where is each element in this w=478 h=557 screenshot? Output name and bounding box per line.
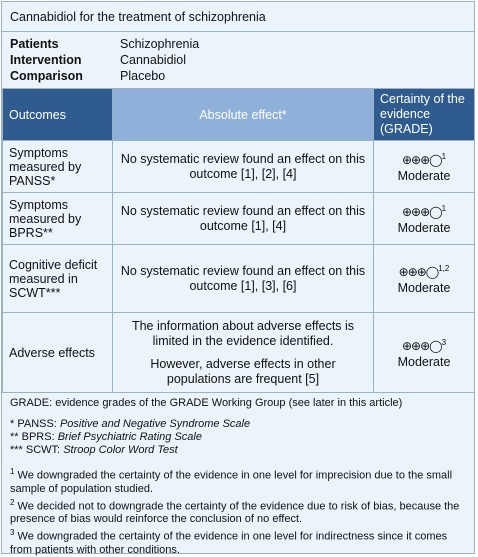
effect-text: However, adverse effects in other populations are frequent [5] — [150, 356, 336, 386]
footnote-ref: 1,2 — [438, 264, 450, 274]
certainty-rating-icon: ⊕⊕⊕◯ — [401, 205, 442, 220]
outcome-cell: Cognitive deficit measured in SCWT*** — [3, 245, 113, 313]
summary-of-findings-card — [1, 1, 475, 554]
outcome-cell: Symptoms measured by PANSS* — [3, 141, 113, 193]
pico-value: Schizophrenia — [120, 37, 200, 51]
effect-cell: No systematic review found an effect on this outcome [1], [4] — [113, 193, 374, 245]
outcomes-table — [2, 88, 475, 393]
effect-cell — [113, 313, 374, 393]
table-row — [3, 141, 475, 193]
effect-cell: No systematic review found an effect on this outcome [1], [2], [4] — [113, 141, 374, 193]
header-outcomes: Outcomes — [3, 89, 113, 141]
table-row — [3, 245, 475, 313]
certainty-level: Moderate — [397, 280, 451, 295]
certainty-cell — [374, 141, 475, 193]
footnote: $^1$ We downgraded the certainty of the evidence in one level for imprecision due to the small sample of population studied. — [10, 467, 453, 495]
table-row — [3, 313, 475, 393]
table-notes — [2, 392, 474, 557]
outcome-cell: Adverse effects — [3, 313, 113, 393]
pico-key: Comparison — [10, 69, 83, 83]
certainty-rating-icon: ⊕⊕⊕◯ — [401, 153, 442, 168]
certainty-level: Moderate — [397, 220, 451, 235]
certainty-cell — [374, 193, 475, 245]
certainty-cell — [374, 245, 475, 313]
abbreviation-note: ** BPRS: Brief Psychiatric Rating Scale — [10, 431, 202, 443]
footnote-ref: 3 — [441, 338, 447, 348]
certainty-rating-icon: ⊕⊕⊕◯ — [398, 265, 439, 280]
effect-cell: No systematic review found an effect on this outcome [1], [3], [6] — [113, 245, 374, 313]
certainty-level: Moderate — [397, 168, 451, 183]
certainty-cell — [374, 313, 475, 393]
table-title: Cannabidiol for the treatment of schizophrenia — [2, 2, 474, 32]
pico-key: Intervention — [10, 53, 82, 67]
header-certainty: Certainty of the evidence (GRADE) — [374, 89, 475, 141]
abbreviation-note: * PANSS: Positive and Negative Syndrome Scale — [10, 418, 251, 430]
table-header-row — [3, 89, 475, 141]
pico-value: Placebo — [120, 69, 166, 83]
grade-note: GRADE: evidence grades of the GRADE Working Group (see later in this article) — [10, 397, 403, 409]
footnote-ref: 1 — [441, 204, 447, 214]
outcome-cell: Symptoms measured by BPRS** — [3, 193, 113, 245]
effect-text: The information about adverse effects is limited in the evidence identified. — [131, 318, 355, 348]
footnote-ref: 1 — [441, 152, 447, 162]
footnote: $^2$ We decided not to downgrade the certainty of the evidence due to risk of bias, because the presence of bias would reinforce the conclusion of no effect. — [10, 497, 460, 526]
abbreviation-note: *** SCWT: Stroop Color Word Test — [10, 444, 178, 456]
header-absolute-effect: Absolute effect* — [113, 89, 374, 141]
certainty-level: Moderate — [397, 354, 451, 369]
pico-value: Cannabidiol — [120, 53, 187, 67]
pico-key: Patients — [10, 37, 59, 51]
certainty-rating-icon: ⊕⊕⊕◯ — [401, 339, 442, 354]
footnote: $^3$ We downgraded the certainty of the evidence in one level for indirectness since it comes from patients with other conditions. — [10, 528, 448, 556]
pico-section — [2, 32, 474, 89]
table-row — [3, 193, 475, 245]
